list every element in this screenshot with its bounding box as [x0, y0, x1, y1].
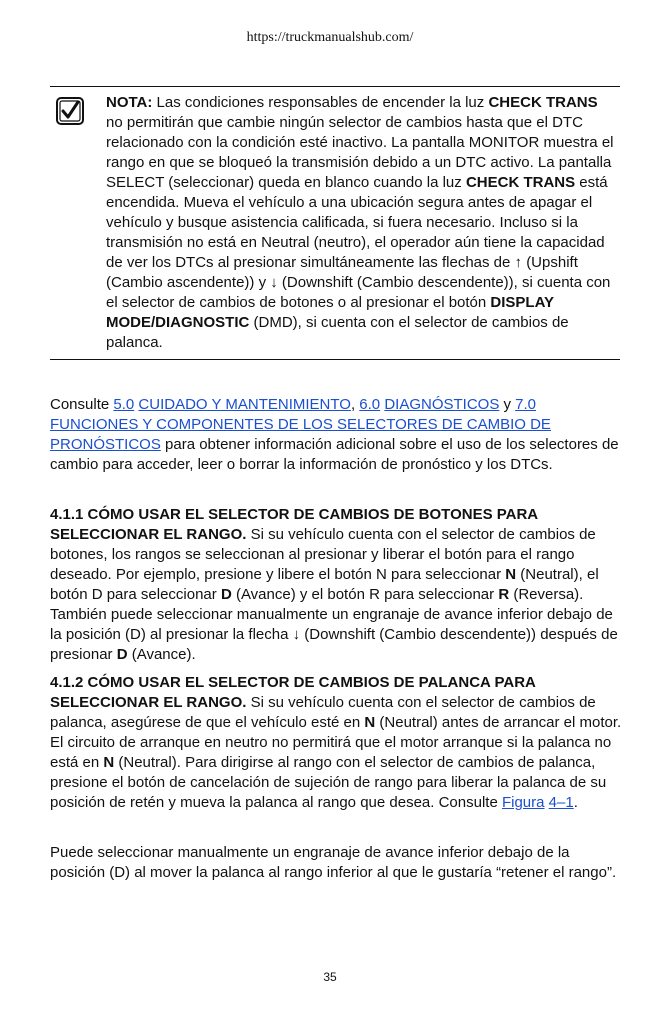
page-number: 35 — [323, 970, 337, 984]
note-text-3: está encendida. Mueva el vehículo a una ubicación segura antes de apagar el vehículo y busque asistencia calificada, si fuera necesario. Incluso si la transmisión no está en Neutral (neutro), el operador aún tiene la capacidad de ver los DTCs al presionar simultáneamente las flechas de ↑ (Upshift (Cambio ascendente)) y ↓ (Downshift (Cambio descendente)), si cuenta con el selector de cambios de botones o al presionar el botón — [106, 174, 611, 311]
s411-text-3: (Avance) y el botón R para seleccionar — [231, 586, 499, 603]
s412-text-1: Si su vehículo cuenta con el selector de cambios de palanca, asegúrese de que el vehículo esté en — [50, 694, 596, 731]
note-text-2: no permitirán que cambie ningún selector de cambios hasta que el DTC relacionado con la condición esté inactivo. La pantalla MONITOR muestra el rango en que se bloqueó la transmisión debido a un DTC activo. La pantalla SELECT (seleccionar) queda en blanco cuando la luz — [106, 114, 614, 191]
consulte-text-3: y — [499, 396, 516, 413]
link-section-6-number[interactable]: 6.0 — [359, 396, 381, 413]
consulte-text-1: Consulte — [50, 396, 114, 413]
note-text-1: Las condiciones responsables de encender la luz — [152, 94, 489, 111]
s412-bold-1: N — [364, 714, 376, 731]
s412-text-3: (Neutral). Para dirigirse al rango con el selector de cambios de palanca, presione el botón de cancelación de sujeción de rango para liberar la palanca de su posición de retén y mueva la palanca al rango que desea. Consulte — [50, 754, 607, 811]
link-section-7-number[interactable]: 7.0 — [515, 396, 537, 413]
link-figura[interactable]: Figura — [501, 794, 545, 811]
note-text — [106, 93, 616, 353]
note-box — [50, 86, 620, 360]
s412-text-4: . — [573, 794, 578, 811]
checkmark-note-icon — [55, 96, 85, 126]
s411-text-4: (Reversa). También puede seleccionar manualmente un engranaje de avance inferior debajo de la posición (D) al presionar la flecha ↓ (Downshift (Cambio descendente)) después de presionar — [50, 586, 618, 663]
section-4-1-1 — [50, 505, 622, 665]
note-label: NOTA: — [106, 94, 153, 111]
link-cuidado-mantenimiento[interactable]: CUIDADO Y MANTENIMIENTO — [138, 396, 351, 413]
link-funciones-componentes[interactable]: FUNCIONES Y COMPONENTES DE LOS SELECTORES DE CAMBIO DE PRONÓSTICOS — [50, 416, 551, 453]
consulte-text-2: , — [350, 396, 360, 413]
s411-bold-2: D — [220, 586, 232, 603]
note-bold-1: CHECK TRANS — [488, 94, 598, 111]
puede-paragraph: Puede seleccionar manualmente un engranaje de avance inferior debajo de la posición (D) al mover la palanca al rango inferior al que le gustaría “retener el rango”. — [50, 844, 617, 881]
note-bold-2: CHECK TRANS — [465, 174, 576, 191]
s411-text-5: (Avance). — [127, 646, 196, 663]
note-text-4: (DMD), si cuenta con el selector de cambios de palanca. — [106, 314, 569, 351]
note-bold-3: DISPLAY MODE/DIAGNOSTIC — [106, 294, 554, 331]
link-section-5-number[interactable]: 5.0 — [113, 396, 135, 413]
s412-text-2: (Neutral) antes de arrancar el motor. El circuito de arranque en neutro no permitirá que el motor arranque si la palanca no está en — [50, 714, 622, 771]
s412-bold-2: N — [103, 754, 115, 771]
header-url: https://truckmanualshub.com/ — [246, 30, 414, 45]
section-4-1-2-heading: 4.1.2 CÓMO USAR EL SELECTOR DE CAMBIOS DE PALANCA PARA SELECCIONAR EL RANGO. — [50, 674, 536, 711]
section-4-1-2 — [50, 673, 622, 813]
s411-text-1: Si su vehículo cuenta con el selector de cambios de botones, los rangos se seleccionan al presionar y liberar el botón para el rango deseado. Por ejemplo, presione y libere el botón N para seleccionar — [50, 526, 596, 583]
consulte-paragraph — [50, 395, 622, 475]
section-4-1-1-heading: 4.1.1 CÓMO USAR EL SELECTOR DE CAMBIOS DE BOTONES PARA SELECCIONAR EL RANGO. — [50, 506, 538, 543]
link-figura-4-1[interactable]: 4–1 — [548, 794, 574, 811]
consulte-text-4: para obtener información adicional sobre el uso de los selectores de cambio para acceder, leer o borrar la información de pronóstico y los DTCs. — [50, 436, 619, 473]
s411-bold-4: D — [116, 646, 128, 663]
s411-bold-1: N — [505, 566, 517, 583]
s411-text-2: (Neutral), el botón D para seleccionar — [50, 566, 599, 603]
s411-bold-3: R — [498, 586, 510, 603]
link-diagnosticos[interactable]: DIAGNÓSTICOS — [384, 396, 500, 413]
